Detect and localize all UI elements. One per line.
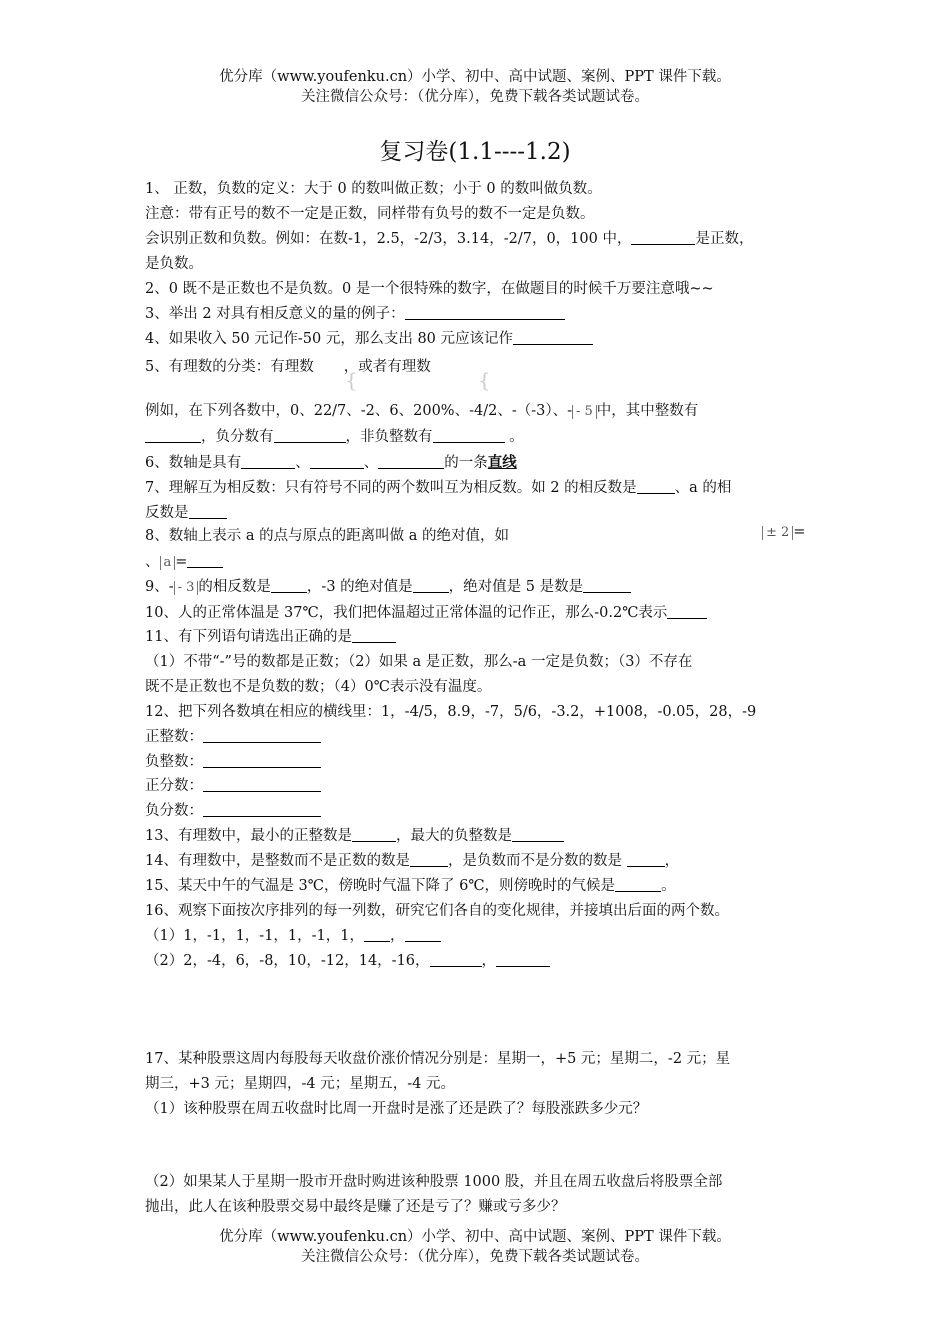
answer-blank[interactable] xyxy=(430,952,482,967)
answer-blank[interactable] xyxy=(203,777,321,792)
q5-line: 5、有理数的分类：有理数 ，或者有理数 xyxy=(145,359,431,375)
answer-blank[interactable] xyxy=(203,802,321,817)
q7-line-b: 反数是 xyxy=(145,501,227,522)
q16-line-a: 16、观察下面按次序排列的每一列数，研究它们各自的变化规律，并接填出后面的两个数。 xyxy=(145,903,729,919)
answer-blank[interactable] xyxy=(364,927,390,942)
answer-blank[interactable] xyxy=(583,578,631,593)
q8-line-b: 、 a = xyxy=(145,550,223,571)
answer-blank[interactable] xyxy=(667,604,707,619)
q1-line-d: 是负数。 xyxy=(145,256,203,272)
answer-blank[interactable] xyxy=(352,628,396,643)
answer-blank[interactable] xyxy=(145,428,201,443)
q14-line: 14、有理数中，是整数而不是正数的数是 ，是负数而不是分数的数是 ， xyxy=(145,853,680,869)
answer-blank[interactable] xyxy=(413,578,449,593)
q13-line: 13、有理数中，最小的正整数是 ，最大的负整数是 xyxy=(145,824,564,845)
answer-blank[interactable] xyxy=(410,852,448,867)
header-line-1: 优分库（www.youfenku.cn）小学、初中、高中试题、案例、PPT 课件下载。 xyxy=(219,69,731,85)
q16-line-b: （1）1，-1，1，-1，1，-1，1， ， xyxy=(145,924,441,945)
answer-blank[interactable] xyxy=(274,428,346,443)
answer-blank[interactable] xyxy=(433,428,505,443)
answer-blank[interactable] xyxy=(241,454,295,469)
q2-line: 2、0 既不是正数也不是负数。0 是一个很特殊的数字，在做题目的时候千万要注意哦~~ xyxy=(145,281,714,297)
classification-brace-faint: { xyxy=(345,368,358,392)
q12-positive-fractions: 正分数： xyxy=(145,774,321,795)
answer-blank[interactable] xyxy=(627,852,665,867)
q17-line-e: 抛出，此人在该种股票交易中最终是赚了还是亏了？赚或亏多少？ xyxy=(145,1199,566,1215)
q11-line-b: （1）不带“-”号的数都是正数；（2）如果 a 是正数，那么-a 一定是负数；（3）不存在 xyxy=(145,654,693,670)
q4-line: 4、如果收入 50 元记作-50 元，那么支出 80 元应该记作 xyxy=(145,327,593,348)
absolute-value-a: a xyxy=(160,556,176,570)
answer-blank[interactable] xyxy=(631,230,695,245)
answer-blank[interactable] xyxy=(496,952,550,967)
q11-line-a: 11、有下列语句请选出正确的是 xyxy=(145,625,396,646)
q8-abs-pm2: ± 2 = xyxy=(762,524,805,540)
q17-line-c: （1）该种股票在周五收盘时比周一开盘时是涨了还是跌了？每股涨跌多少元？ xyxy=(145,1101,648,1117)
answer-blank[interactable] xyxy=(615,877,661,892)
q3-line: 3、举出 2 对具有相反意义的量的例子： xyxy=(145,302,565,323)
example-line-b: ，负分数有 ，非负整数有 。 xyxy=(145,425,524,446)
q16-line-c: （2）2，-4，6，-8，10，-12，14，-16， ， xyxy=(145,949,550,970)
q10-line: 10、人的正常体温是 37℃，我们把体温超过正常体温的记作正，那么-0.2℃表示 xyxy=(145,601,707,622)
q12-positive-integers: 正整数： xyxy=(145,725,321,746)
answer-blank[interactable] xyxy=(187,553,223,568)
header-line-2: 关注微信公众号：（优分库），免费下载各类试题试卷。 xyxy=(301,89,649,105)
answer-blank[interactable] xyxy=(405,305,565,320)
absolute-value: - 3 xyxy=(174,581,199,595)
example-line-a: 例如，在下列各数中，0、22/7、-2、6、200%、-4/2、-（-3）、- - 5 中，其中整数有 xyxy=(145,403,699,419)
answer-blank[interactable] xyxy=(637,479,675,494)
q9-line: 9、- - 3 的相反数是 ，-3 的绝对值是 ，绝对值是 5 是数是 xyxy=(145,575,631,596)
q1-line-b: 注意：带有正号的数不一定是正数，同样带有负号的数不一定是负数。 xyxy=(145,206,595,222)
q17-line-b: 期三，+3 元；星期四，-4 元；星期五，-4 元。 xyxy=(145,1076,455,1092)
q12-negative-fractions: 负分数： xyxy=(145,799,321,820)
page-title: 复习卷(1.1----1.2) xyxy=(379,139,571,165)
classification-brace-faint: { xyxy=(478,368,491,392)
q8-line-a: 8、数轴上表示 a 的点与原点的距离叫做 a 的绝对值，如 xyxy=(145,528,509,544)
q6-line: 6、数轴是具有 、 、 的一条直线 xyxy=(145,454,517,471)
answer-blank[interactable] xyxy=(513,330,593,345)
answer-blank[interactable] xyxy=(189,504,227,519)
answer-blank[interactable] xyxy=(378,454,444,469)
footer-line-1: 优分库（www.youfenku.cn）小学、初中、高中试题、案例、PPT 课件下载。 xyxy=(219,1229,731,1245)
q7-line-a: 7、理解互为相反数：只有符号不同的两个数叫互为相反数。如 2 的相反数是 、a 的相 xyxy=(145,480,732,496)
answer-blank[interactable] xyxy=(271,578,307,593)
answer-blank[interactable] xyxy=(203,753,321,768)
answer-blank[interactable] xyxy=(405,927,441,942)
q1-line-c: 会识别正数和负数。例如：在数-1，2.5，-2/3，3.14，-2/7，0，100 中， 是正数， xyxy=(145,231,754,247)
answer-blank[interactable] xyxy=(203,728,321,743)
answer-blank[interactable] xyxy=(352,827,396,842)
q1-line-a: 1、 正数，负数的定义：大于 0 的数叫做正数；小于 0 的数叫做负数。 xyxy=(145,181,602,197)
q17-line-d: （2）如果某人于星期一股市开盘时购进该种股票 1000 股，并且在周五收盘后将股票全部 xyxy=(145,1174,723,1190)
footer-line-2: 关注微信公众号：（优分库），免费下载各类试题试卷。 xyxy=(301,1249,649,1265)
answer-blank[interactable] xyxy=(512,827,564,842)
q11-line-c: 既不是正数也不是负数的数；（4）0℃表示没有温度。 xyxy=(145,679,492,695)
q15-line: 15、某天中午的气温是 3℃，傍晚时气温下降了 6℃，则傍晚时的气候是 。 xyxy=(145,878,676,894)
q12-line-a: 12、把下列各数填在相应的横线里：1，-4/5，8.9，-7，5/6，-3.2，+1008，-0.05，28，-9 xyxy=(145,704,757,720)
q12-negative-integers: 负整数： xyxy=(145,750,321,771)
answer-blank[interactable] xyxy=(310,454,364,469)
absolute-value: - 5 xyxy=(572,405,597,419)
q17-line-a: 17、某种股票这周内每股每天收盘价涨价情况分别是：星期一，+5 元；星期二，-2 元；星 xyxy=(145,1051,731,1067)
